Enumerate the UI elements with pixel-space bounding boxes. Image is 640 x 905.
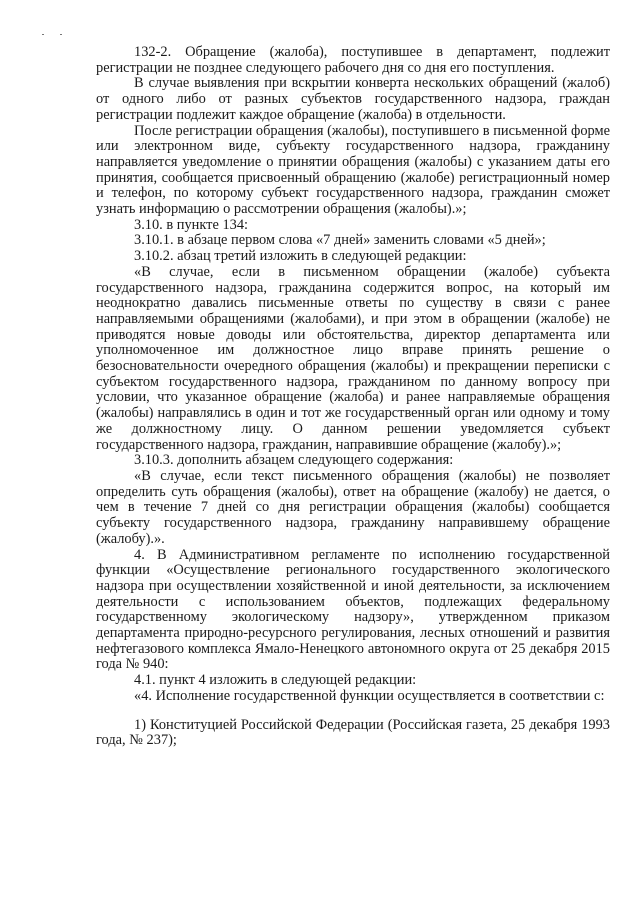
paragraph-after-registration: После регистрации обращения (жалобы), поступившего в письменной форме или электронном виде, субъекту государственного надзора, гражданину направляется уведомление о принятии обращения (жалобы) с указанием даты его принятия, сообщается присвоенный обращению (жалобе) регистрационный номер и телефон, по которому субъект государственного надзора, гражданин сможет узнать информацию о рассмотрении обращения (жалобы).»; (96, 122, 610, 218)
paragraph-3-10-3: 3.10.3. дополнить абзацем следующего содержания: (134, 452, 454, 469)
paragraph-132-2: 132-2. Обращение (жалоба), поступившее в департамент, подлежит регистрации не позднее следующего рабочего дня со дня его поступления. (96, 44, 610, 76)
paragraph-section-4: 4. В Административном регламенте по исполнению государственной функции «Осуществление регионального государственного экологического надзора при осуществлении хозяйственной и иной деятельности, за исключением деятельности с использованием объектов, подлежащих федеральному государственному экологическому надзору», утвержденном приказом департамента природно-ресурсного регулирования, лесных отношений и развития нефтегазового комплекса Ямало-Ненецкого автономного округа от 25 декабря 2015 года № 940: (96, 546, 610, 673)
paragraph-4-1: 4.1. пункт 4 изложить в следующей редакции: (134, 672, 417, 689)
paragraph-3-10-1: 3.10.1. в абзаце первом слова «7 дней» заменить словами «5 дней»; (134, 232, 546, 249)
paragraph-repeated-questions: «В случае, если в письменном обращении (жалобе) субъекта государственного надзора, гражданина содержится вопрос, на который им неоднократно давались письменные ответы по существу в связи с ранее направляемыми обращениями (жалобами), и при этом в обращении (жалобе) не приводятся новые доводы или обстоятельства, директор департамента или уполномоченное им должностное лицо вправе принять решение о безосновательности очередного обращения (жалобы) и прекращении переписки с субъектом государственного надзора, гражданином по данному вопросу при условии, что указанное обращение (жалоба) и ранее направляемые обращения (жалобы) направлялись в один и тот же государственный орган или одному и тому же должностному лицу. О данном решении уведомляется субъект государственного надзора, гражданин, направившие обращение (жалобу).»; (96, 263, 610, 453)
paragraph-3-10-2: 3.10.2. абзац третий изложить в следующей редакции: (134, 248, 467, 265)
paragraph-constitution: 1) Конституцией Российской Федерации (Российская газета, 25 декабря 1993 года, № 237); (96, 716, 610, 749)
paragraph-3-10: 3.10. в пункте 134: (134, 216, 249, 233)
paragraph-multiple-complaints: В случае выявления при вскрытии конверта нескольких обращений (жалоб) от одного либо от разных субъектов государственного надзора, граждан регистрации подлежит каждое обращение (жалоба) в отдельности. (96, 75, 610, 123)
paragraph-function-basis: «4. Исполнение государственной функции осуществляется в соответствии с: (134, 687, 605, 704)
scan-speck (42, 34, 44, 35)
paragraph-unclear-text: «В случае, если текст письменного обращения (жалобы) не позволяет определить суть обращения (жалобы), ответ на обращение (жалобу) не дается, о чем в течение 7 дней со дня регистрации обращения (жалобы) сообщается субъекту государственного надзора, гражданину направившему обращение (жалобу).». (96, 467, 610, 547)
scan-speck (60, 34, 62, 35)
document-body (96, 45, 610, 749)
